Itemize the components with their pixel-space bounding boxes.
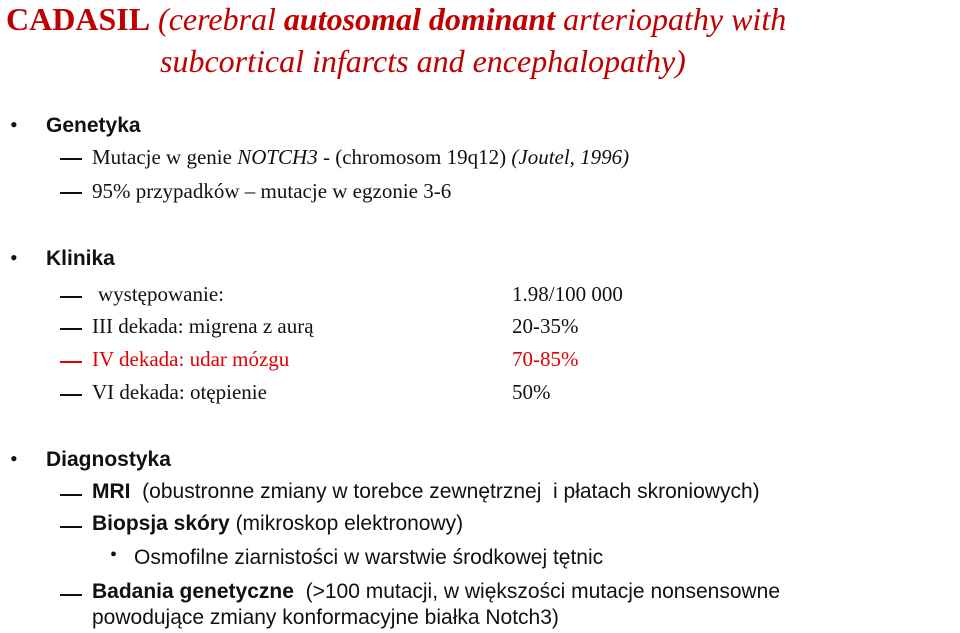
dash-marker xyxy=(60,394,82,396)
mri-label: MRI xyxy=(92,480,131,503)
citation: (Joutel, 1996) xyxy=(511,145,630,169)
dash-marker xyxy=(60,328,82,330)
section-heading-diagnostyka: Diagnostyka xyxy=(46,448,171,471)
title-emphasis: autosomal dominant xyxy=(283,1,556,37)
klinika-value-2: 70-85% xyxy=(512,347,579,371)
biopsja-text: (mikroskop elektronowy) xyxy=(229,512,464,535)
klinika-value-3: 50% xyxy=(512,380,551,404)
klinika-label-0: występowanie: xyxy=(98,282,224,306)
dash-marker xyxy=(60,494,82,496)
badania-text: (>100 mutacji, w większości mutacje nonsensowne xyxy=(293,580,781,603)
text: - (chromosom 19q12) xyxy=(317,145,512,169)
section-heading-klinika: Klinika xyxy=(46,247,115,270)
dash-marker xyxy=(60,158,82,160)
title-part2: arteriopathy with xyxy=(555,1,787,37)
badania-label: Badania genetyczne xyxy=(92,580,294,603)
text: Mutacje w genie xyxy=(92,145,238,169)
title-part1: (cerebral xyxy=(150,1,284,37)
klinika-label-2: IV dekada: udar mózgu xyxy=(92,347,290,371)
diagnostyka-sub-bullet: Osmofilne ziarnistości w warstwie środkowej tętnic xyxy=(134,546,604,569)
sub-bullet-dot: • xyxy=(110,544,118,566)
diagnostyka-biopsja xyxy=(92,512,463,536)
klinika-label-3: VI dekada: otępienie xyxy=(92,380,267,404)
mri-text: (obustronne zmiany w torebce zewnętrznej i płatach skroniowych) xyxy=(130,480,760,503)
diagnostyka-mri xyxy=(92,480,760,504)
genetyka-item-1 xyxy=(92,145,629,170)
dash-marker xyxy=(60,296,82,298)
dash-marker xyxy=(60,361,82,363)
title-acronym: CADASIL xyxy=(6,1,151,37)
dash-marker xyxy=(60,594,82,596)
bullet-dot: • xyxy=(10,112,18,137)
section-heading-genetyka: Genetyka xyxy=(46,114,141,137)
diagnostyka-badania-line2: powodujące zmiany konformacyjne białka Notch3) xyxy=(92,606,559,629)
genetyka-item-2: 95% przypadków – mutacje w egzonie 3-6 xyxy=(92,179,452,203)
gene-name: NOTCH3 xyxy=(237,145,318,169)
klinika-value-1: 20-35% xyxy=(512,314,579,338)
biopsja-label: Biopsja skóry xyxy=(92,512,230,535)
slide-title xyxy=(6,0,786,38)
diagnostyka-badania xyxy=(92,580,780,604)
dash-marker xyxy=(60,192,82,194)
bullet-dot: • xyxy=(10,446,18,471)
bullet-dot: • xyxy=(10,245,18,270)
klinika-value-0: 1.98/100 000 xyxy=(512,282,623,306)
klinika-label-1: III dekada: migrena z aurą xyxy=(92,314,314,338)
dash-marker xyxy=(60,526,82,528)
slide-title-line2: subcortical infarcts and encephalopathy) xyxy=(160,43,686,79)
